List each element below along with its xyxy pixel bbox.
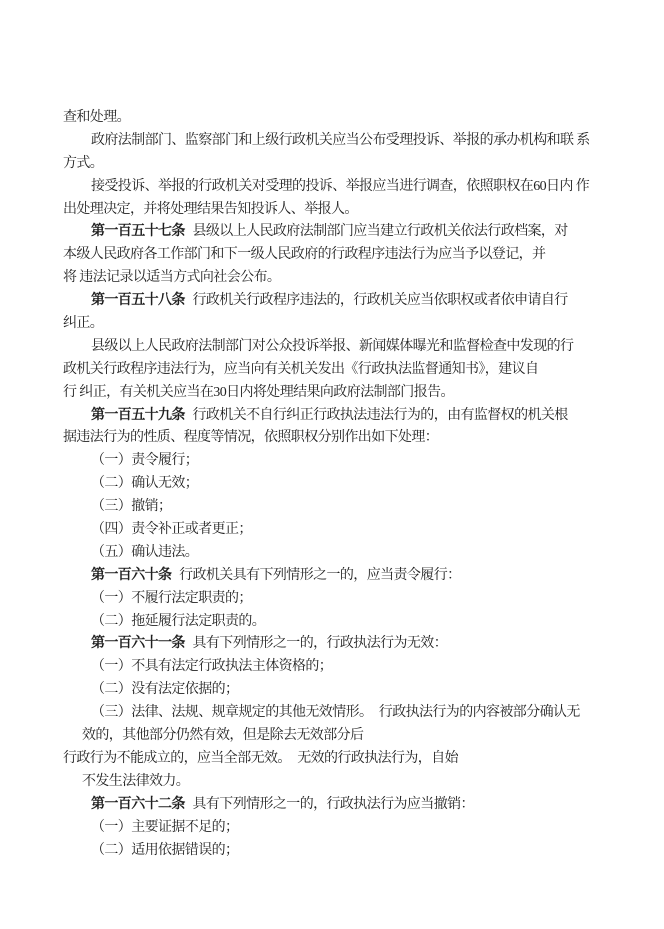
line-text: 纠正。 xyxy=(63,316,104,332)
line-text: 效的，其他部分仍然有效，但是除去无效部分后 xyxy=(82,728,364,744)
text-line xyxy=(63,244,624,267)
text-line xyxy=(63,588,624,611)
article-line xyxy=(63,405,624,428)
line-text: （二）没有法定依据的； xyxy=(91,682,239,698)
line-text: 行政机关行政程序违法的，行政机关应当依职权或者依申请自行 xyxy=(192,293,568,309)
text-line xyxy=(63,748,624,771)
text-line xyxy=(63,656,624,679)
text-line xyxy=(63,153,624,176)
text-line xyxy=(63,611,624,634)
text-line xyxy=(63,702,624,725)
text-line xyxy=(63,473,624,496)
article-line xyxy=(63,565,624,588)
line-text: （一）主要证据不足的； xyxy=(91,819,239,835)
text-line xyxy=(63,176,624,199)
text-line xyxy=(63,427,624,450)
line-text: （三）撤销； xyxy=(91,499,172,515)
text-line xyxy=(63,771,624,794)
article-line xyxy=(63,290,624,313)
line-text: 不发生法律效力。 xyxy=(82,773,190,789)
line-text: 行政机关具有下列情形之一的，应当责令履行： xyxy=(179,567,461,583)
line-text: （一）不履行法定职责的； xyxy=(91,590,252,606)
line-text: 出处理决定，并将处理结果告知投诉人、举报人。 xyxy=(63,201,358,217)
article-line xyxy=(63,794,624,817)
text-line xyxy=(63,107,624,130)
line-text: 县级以上人民政府法制部门应当建立行政机关依法行政档案，对 xyxy=(192,224,568,240)
text-line xyxy=(63,817,624,840)
article-number: 第一百六十一条 xyxy=(91,636,185,652)
line-text: 将 违法记录以适当方式向社会公布。 xyxy=(63,270,281,286)
line-text: 方式。 xyxy=(63,155,104,171)
line-text: （一）不具有法定行政执法主体资格的； xyxy=(91,659,333,675)
line-text: 县级以上人民政府法制部门对公众投诉举报、新闻媒体曝光和监督检查中发现的行 xyxy=(91,338,574,354)
article-number: 第一百六十二条 xyxy=(91,796,185,812)
article-number: 第一百六十条 xyxy=(91,567,172,583)
text-line xyxy=(63,336,624,359)
line-text: 接受投诉、举报的行政机关对受理的投诉、举报应当进行调查，依照职权在60日内 作 xyxy=(91,178,590,194)
text-line xyxy=(63,130,624,153)
line-text: （三）法律、法规、规章规定的其他无效情形。 行政执法行为的内容被部分确认无 xyxy=(91,705,580,721)
line-text: 行政行为不能成立的，应当全部无效。 无效的行政执法行为，自始 xyxy=(63,750,458,766)
text-line xyxy=(63,725,624,748)
text-line xyxy=(63,679,624,702)
line-text: （二）适用依据错误的； xyxy=(91,842,239,858)
article-number: 第一百五十九条 xyxy=(91,407,185,423)
text-line xyxy=(63,840,624,863)
text-line xyxy=(63,359,624,382)
line-text: 政府法制部门、监察部门和上级行政机关应当公布受理投诉、举报的承办机构和联 系 xyxy=(91,132,590,148)
article-line xyxy=(63,221,624,244)
line-text: （一）责令履行； xyxy=(91,453,199,469)
line-text: （五）确认违法。 xyxy=(91,544,199,560)
line-text: 行政机关不自行纠正行政执法违法行为的，由有监督权的机关根 xyxy=(192,407,568,423)
line-text: 行 纠正，有关机关应当在30日内将处理结果向政府法制部门报告。 xyxy=(63,384,454,400)
line-text: 具有下列情形之一的，行政执法行为应当撤销： xyxy=(192,796,474,812)
article-number: 第一百五十七条 xyxy=(91,224,185,240)
line-text: 本级人民政府各工作部门和下一级人民政府的行政程序违法行为应当予以登记，并 xyxy=(63,247,546,263)
line-text: （二）确认无效； xyxy=(91,476,199,492)
text-line xyxy=(63,450,624,473)
line-text: （二）拖延履行法定职责的。 xyxy=(91,613,266,629)
text-line xyxy=(63,496,624,519)
line-text: （四）责令补正或者更正； xyxy=(91,522,252,538)
text-line xyxy=(63,267,624,290)
line-text: 据违法行为的性质、程度等情况，依照职权分别作出如下处理： xyxy=(63,430,439,446)
text-line xyxy=(63,519,624,542)
text-line xyxy=(63,199,624,222)
article-number: 第一百五十八条 xyxy=(91,293,185,309)
document-text-block xyxy=(63,107,624,862)
text-line xyxy=(63,382,624,405)
line-text: 查和处理。 xyxy=(63,110,130,125)
text-line xyxy=(63,313,624,336)
line-text: 政机关行政程序违法行为，应当向有关机关发出《行政执法监督通知书》，建议自 xyxy=(63,361,539,377)
line-text: 具有下列情形之一的，行政执法行为无效： xyxy=(192,636,448,652)
article-line xyxy=(63,633,624,656)
text-line xyxy=(63,542,624,565)
